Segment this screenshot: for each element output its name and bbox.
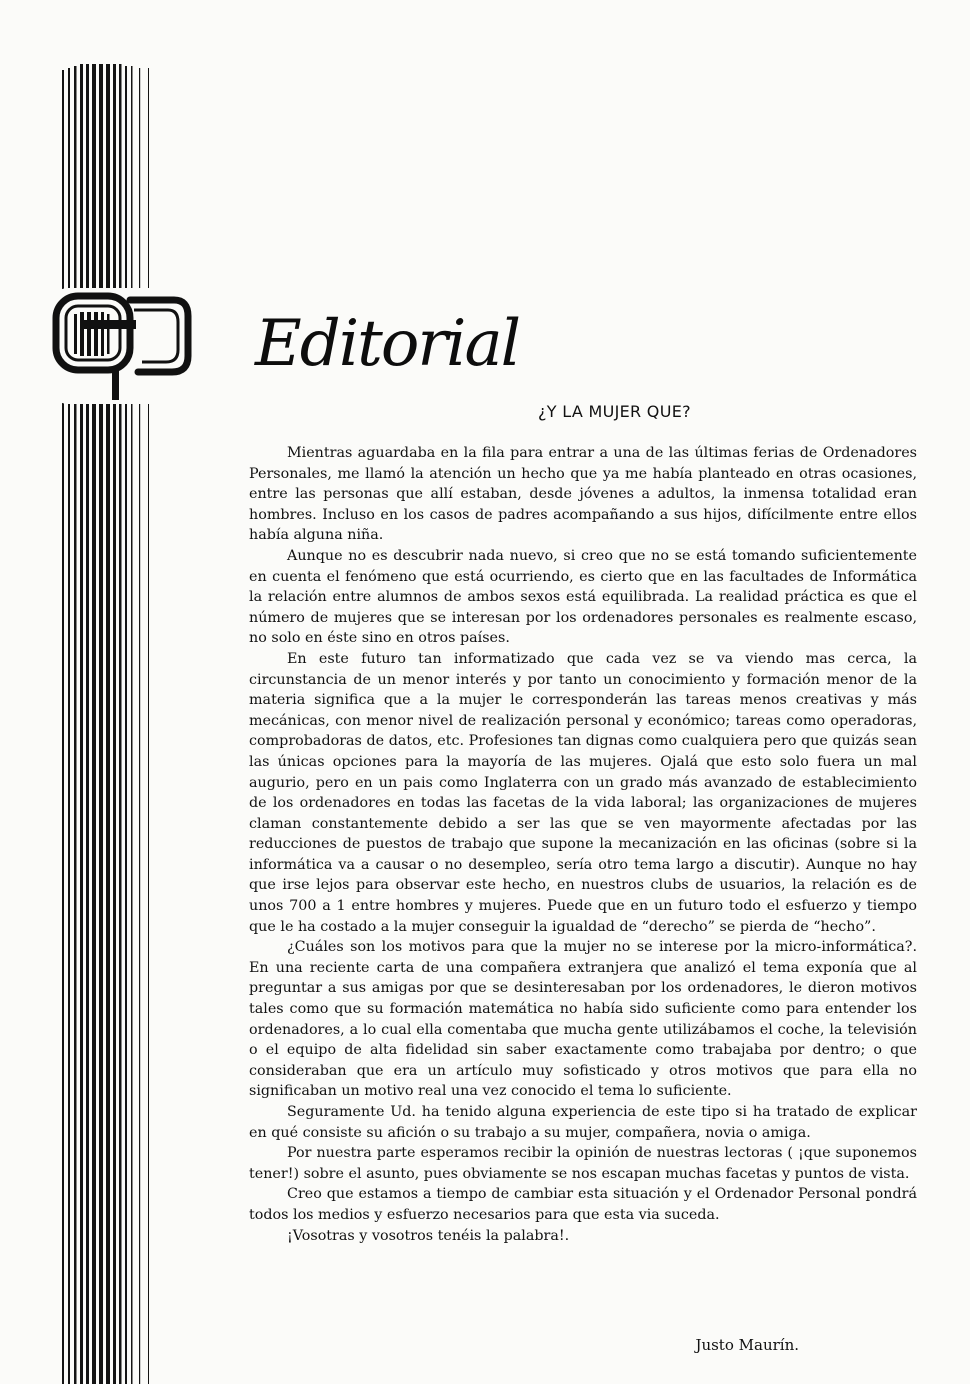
paragraph: En este futuro tan informatizado que cada vez se va viendo mas cerca, la circunstancia de un menor interés y por tanto un conocimiento y formación menor de la materia significa que a la mujer le corresponderán las tareas menos creativas y más mecánicas, con menor nivel de realización personal y económico; tareas como operadoras, comprobadoras de datos, etc. Profesiones tan dignas como cualquiera pero que quizás sean las únicas opciones para la mayoría de las mujeres. Ojalá que esto solo fuera un mal augurio, pero en un pais como Inglaterra con un grado más avanzado de establecimiento de los ordenadores en todas las facetas de la vida laboral; las organizaciones de mujeres claman constantemente debido a ser las que se ven mayormente afectadas por las reducciones de puestos de trabajo que supone la mecanización en las oficinas (sobre si la informática va a causar o no desempleo, sería otro tema largo a discutir). Aunque no hay que irse lejos para observar este hecho, en nuestros clubs de usuarios, la relación es de unos 700 a 1 entre hombres y mujeres. Puede que en un futuro todo el esfuerzo y tiempo que le ha costado a la mujer conseguir la igualdad de “derecho” se pierda de “hecho”.	[249, 650, 917, 935]
paragraph: Seguramente Ud. ha tenido alguna experiencia de este tipo si ha tratado de explicar en qué consiste su afición o su trabajo a su mujer, compañera, novia o amiga.	[249, 1104, 917, 1141]
page-title: Editorial	[255, 307, 520, 381]
author-signature: Justo Maurín.	[695, 1336, 799, 1354]
paragraph: Mientras aguardaba en la fila para entrar a una de las últimas ferias de Ordenadores Personales, me llamó la atención un hecho que ya me había planteado en otras ocasiones, entre las personas que allí estaban, desde jóvenes a adultos, la inmensa totalidad eran hombres. Incluso en los casos de padres acompañando a sus hijos, difícilmente entre ellos había alguna niña.	[249, 445, 917, 544]
article-subtitle: ¿Y LA MUJER QUE?	[538, 402, 691, 421]
paragraph: Por nuestra parte esperamos recibir la opinión de nuestras lectoras ( ¡que suponemos tener!) sobre el asunto, pues obviamente se nos escapan muchas facetas y puntos de vista.	[249, 1145, 917, 1182]
paragraph: Aunque no es descubrir nada nuevo, si creo que no se está tomando suficientemente en cuenta el fenómeno que está ocurriendo, es cierto que en las facultades de Informática la relación entre alumnos de ambos sexos está equilibrada. La realidad práctica es que el número de mujeres que se interesan por los ordenadores personales es realmente escaso, no solo en éste sino en otros países.	[249, 547, 917, 647]
decorative-stripes	[0, 0, 200, 1384]
svg-text:e: e	[55, 352, 62, 365]
article-body	[249, 443, 917, 1246]
paragraph: ¡Vosotras y vosotros tenéis la palabra!.	[287, 1227, 570, 1244]
paragraph: ¿Cuáles son los motivos para que la mujer no se interese por la micro-informática?. En una reciente carta de una compañera extranjera que analizó el tema exponía que al preguntar a sus amigas por que se desinteresaban por los ordenadores, le dieron motivos tales como que su formación matemática no había sido suficiente como para entender los ordenadores, a lo cual ella comentaba que mucha gente utilizábamos el coche, la televisión o el equipo de alta fidelidad sin saber exactamente como trabajaba por dentro; o que consideraban que era un artículo muy sofisticado y otros motivos que para ella no significaban un motivo real una vez conocido el tema lo suficiente.	[249, 939, 917, 1100]
op-logo-icon	[46, 286, 196, 406]
paragraph: Creo que estamos a tiempo de cambiar esta situación y el Ordenador Personal pondrá todos los medios y esfuerzo necesarios para que esta via suceda.	[249, 1186, 917, 1223]
